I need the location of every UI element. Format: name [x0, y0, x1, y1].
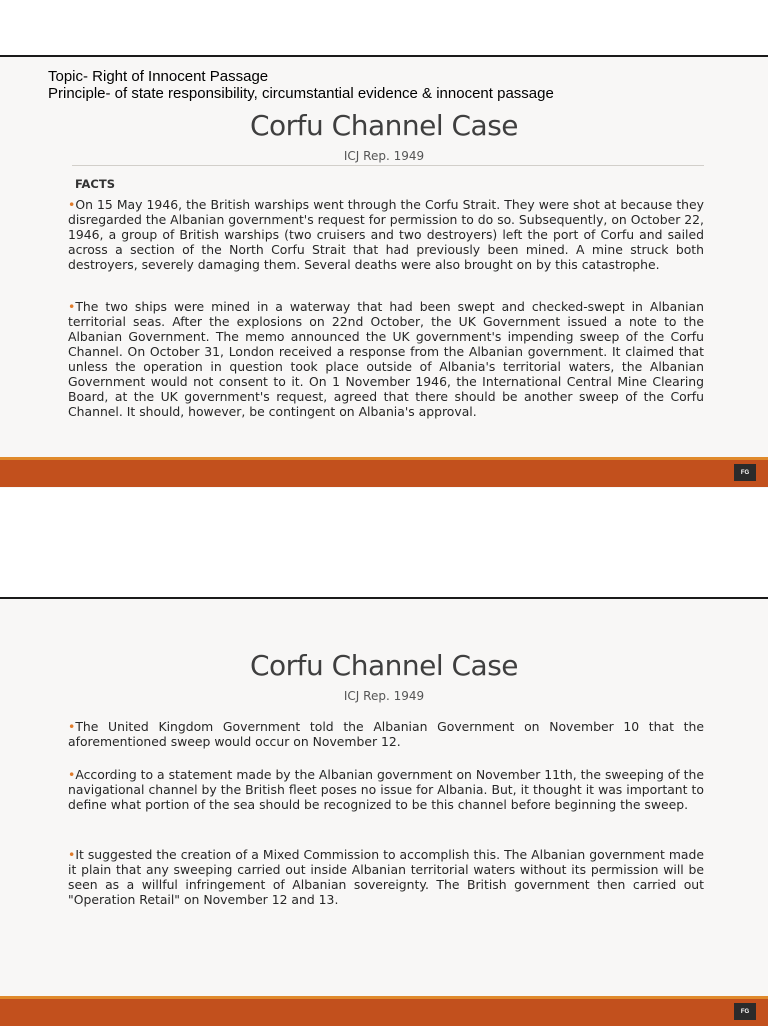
slide-subtitle: ICJ Rep. 1949	[343, 689, 425, 703]
bullet-paragraph	[68, 847, 704, 907]
slide-1	[0, 55, 768, 488]
bullet-paragraph	[68, 299, 704, 419]
bullet-icon: •	[68, 197, 76, 212]
footer-band	[0, 996, 768, 1026]
bullet-icon: •	[68, 719, 76, 734]
slide-subtitle: ICJ Rep. 1949	[343, 149, 425, 163]
bullet-paragraph	[68, 767, 704, 812]
paragraph-text: On 15 May 1946, the British warships went through the Corfu Strait. They were shot at because they disregarded the Albanian government's request for permission to do so. Subsequently, on October 22, 1946, a group of British warships (two cruisers and two destroyers) left the port of Corfu and sailed across a section of the North Corfu Strait that had previously been mined. A mine struck both destroyers, severely damaging them. Several deaths were also brought on by this catastrophe.	[68, 197, 704, 272]
logo-badge: FG	[734, 464, 756, 481]
bullet-icon: •	[68, 847, 76, 862]
logo-badge: FG	[734, 1003, 756, 1020]
paragraph-text: The two ships were mined in a waterway that had been swept and checked-swept in Albanian territorial seas. After the explosions on 22nd October, the UK Government issued a note to the Albanian Government. The memo announced the UK government's impending sweep of the Corfu Channel. On October 31, London received a response from the Albanian government. It claimed that unless the operation in question took place outside of Albania's territorial waters, the Albanian Government would not consent to it. On 1 November 1946, the International Central Mine Clearing Board, at the UK government's request, agreed that there should be another sweep of the Corfu Channel. It should, however, be contingent on Albania's approval.	[68, 299, 704, 419]
footer-band	[0, 457, 768, 487]
bullet-icon: •	[68, 299, 76, 314]
slide-title: Corfu Channel Case	[249, 649, 519, 682]
bullet-icon: •	[68, 767, 76, 782]
principle-note: Principle- of state responsibility, circumstantial evidence & innocent passage	[48, 85, 554, 102]
paragraph-text: The United Kingdom Government told the Albanian Government on November 10 that the aforementioned sweep would occur on November 12.	[68, 719, 704, 749]
slide-2	[0, 597, 768, 1024]
bullet-paragraph	[68, 197, 704, 272]
topic-note: Topic- Right of Innocent Passage	[48, 68, 269, 85]
section-heading: FACTS	[75, 177, 116, 191]
paragraph-text: It suggested the creation of a Mixed Commission to accomplish this. The Albanian government made it plain that any sweeping carried out inside Albanian territorial waters without its permission will be seen as a willful infringement of Albanian sovereignty. The British government then carried out "Operation Retail" on November 12 and 13.	[68, 847, 704, 907]
slide-title: Corfu Channel Case	[249, 109, 519, 142]
divider	[72, 165, 704, 166]
paragraph-text: According to a statement made by the Albanian government on November 11th, the sweeping of the navigational channel by the British fleet poses no issue for Albania. But, it thought it was important to define what portion of the sea should be recognized to be this channel before beginning the sweep.	[68, 767, 704, 812]
bullet-paragraph	[68, 719, 704, 749]
